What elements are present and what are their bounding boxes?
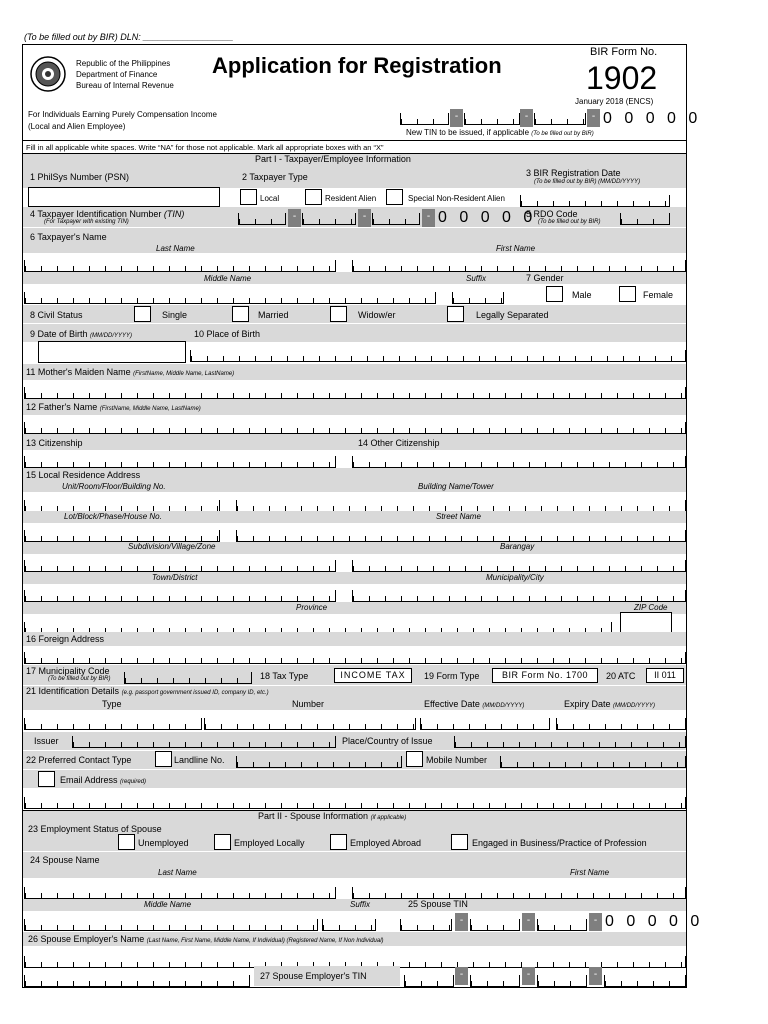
field-11-label [26,367,234,378]
barangay-input[interactable] [352,560,686,572]
province-caption: Province [296,603,328,612]
expiry-date-input[interactable] [556,718,686,730]
field-9-label-text: 9 Date of Birth [30,329,88,339]
philsys-number-input[interactable] [28,187,220,207]
new-tin-dash1: - [450,109,463,127]
part1-title: Part I - Taxpayer/Employee Information [255,154,411,164]
place-of-birth-input[interactable] [190,350,686,362]
zip-code-input[interactable] [620,612,672,634]
last-name-input[interactable] [24,260,336,272]
form-date: January 2018 (ENCS) [575,97,654,106]
municipality-caption: Municipality/City [486,573,544,582]
field-8-label: 8 Civil Status [30,310,83,320]
suffix-caption: Suffix [466,274,487,283]
form-number: 1902 [586,60,658,96]
part2-title [258,811,406,822]
field-21-label [26,686,269,697]
citizenship-input[interactable] [24,456,336,468]
spouse-suffix-input[interactable] [322,919,376,931]
field-13-label: 13 Citizenship [26,438,83,448]
part2-title-text: Part II - Spouse Information [258,811,369,821]
spouse-last-name-caption: Last Name [158,868,197,877]
id-number-input[interactable] [204,718,416,730]
spouse-tin-dash2: - [522,913,535,931]
first-name-caption: First Name [496,244,536,253]
new-tin-seg2[interactable] [464,113,520,125]
widow-checkbox[interactable] [330,306,347,322]
email-label-text: Email Address [60,775,118,785]
field-11-format: (FirstName, Middle Name, LastName) [133,371,235,377]
effective-date-input[interactable] [420,718,550,730]
employer-tin-seg3[interactable] [537,975,587,987]
employed-locally-checkbox[interactable] [214,834,231,850]
row-16-bg [23,632,686,646]
department-text: Department of Finance [76,70,158,79]
field-4-tin: (TIN) [163,209,185,219]
employer-tin-seg1[interactable] [404,975,454,987]
separated-label: Legally Separated [476,310,549,320]
landline-label: Landline No. [174,755,225,765]
municipality-input[interactable] [352,590,686,602]
field-5-label: 5 RDO Code [526,209,578,219]
field-5-note: (To be filled out by BIR) [538,219,601,225]
form-number-label: BIR Form No. [590,46,658,58]
spouse-first-name-caption: First Name [570,868,610,877]
field-26-label [28,934,384,945]
row-13-14-bg [23,434,686,450]
mobile-input[interactable] [500,756,686,768]
field-18-label: 18 Tax Type [260,671,309,681]
tin-branch-code: 0 0 0 0 0 [438,209,537,226]
mobile-checkbox[interactable] [406,751,423,767]
local-checkbox[interactable] [240,189,257,205]
field-26-label-text: 26 Spouse Employer's Name [28,934,145,944]
field-12-label-text: 12 Father's Name [26,402,98,412]
resident-alien-label: Resident Alien [325,194,377,203]
spouse-last-name-input[interactable] [24,887,336,899]
town-caption: Town/District [152,573,198,582]
field-21-note: (e.g. passport government issued ID, company ID, etc.) [121,690,269,696]
suffix-input[interactable] [452,292,504,304]
effective-date-format: (MM/DD/YYYY) [482,703,525,709]
field-27-label: 27 Spouse Employer's TIN [260,971,367,981]
street-input[interactable] [236,530,686,542]
email-input[interactable] [24,797,686,809]
dln-line[interactable]: __________________ [143,32,234,42]
bir-seal-icon [30,56,66,92]
form-title: Application for Registration [212,53,502,78]
separated-checkbox[interactable] [447,306,464,322]
mothers-maiden-name-input[interactable] [24,387,686,399]
spouse-tin-seg3[interactable] [537,919,587,931]
field-9-label [30,329,132,340]
street-caption: Street Name [436,512,481,521]
tin-dash3: - [422,209,435,227]
tin-dash2: - [358,209,371,227]
spouse-middle-name-caption: Middle Name [144,900,192,909]
instructions-text: Fill in all applicable white spaces. Write “NA” for those not applicable. Mark all appropriate boxes with an “X” [26,143,384,152]
employer-tin-dash1: - [455,967,468,985]
lot-input[interactable] [24,530,220,542]
field-15-label: 15 Local Residence Address [26,470,141,480]
republic-text: Republic of the Philippines [76,59,171,68]
place-of-issue-input[interactable] [454,736,686,748]
widow-label: Widow/er [358,310,396,320]
spouse-tin-seg1[interactable] [400,919,452,931]
zip-caption: ZIP Code [634,603,668,612]
female-checkbox[interactable] [619,286,636,302]
field-9-format: (MM/DD/YYYY) [90,333,133,339]
spouse-employer-name-cont[interactable] [24,975,250,987]
effective-date-text: Effective Date [424,699,480,709]
spouse-tin-seg2[interactable] [470,919,520,931]
expiry-date-caption [564,699,655,710]
id-type-input[interactable] [24,718,202,730]
rdo-code-input[interactable] [620,213,670,225]
field-24-label: 24 Spouse Name [30,855,100,865]
spouse-tin-dash1: - [455,913,468,931]
barangay-caption: Barangay [500,542,535,551]
field-2-label: 2 Taxpayer Type [242,172,308,182]
married-label: Married [258,310,289,320]
employer-tin-seg2[interactable] [470,975,520,987]
issuer-input[interactable] [72,736,336,748]
mobile-label: Mobile Number [426,755,488,765]
spouse-suffix-caption: Suffix [350,900,371,909]
place-of-issue-label: Place/Country of Issue [342,736,433,746]
field-17-label: 17 Municipality Code [26,666,110,676]
atc-value: II 011 [646,668,684,683]
female-label: Female [643,290,674,300]
tin-seg3[interactable] [372,213,420,225]
subdivision-input[interactable] [24,560,336,572]
first-name-input[interactable] [352,260,686,272]
field-1-label: 1 PhilSys Number (PSN) [30,172,130,182]
field-12-format: (FirstName, Middle Name, LastName) [99,406,201,412]
resident-alien-checkbox[interactable] [305,189,322,205]
tin-dash1: - [288,209,301,227]
engaged-business-label: Engaged in Business/Practice of Profession [472,838,647,848]
engaged-business-checkbox[interactable] [451,834,468,850]
new-tin-note: (To be filled out by BIR) [531,131,594,137]
field-26-format: (Last Name, First Name, Middle Name, If Individual) (Registered Name, If Non Individual) [146,938,384,944]
date-of-birth-input[interactable] [38,341,186,363]
male-checkbox[interactable] [546,286,563,302]
field-22-label: 22 Preferred Contact Type [26,755,132,765]
number-caption: Number [292,699,325,709]
tin-seg2[interactable] [302,213,356,225]
landline-input[interactable] [236,756,402,768]
field-14-label: 14 Other Citizenship [358,438,440,448]
employer-tin-dash2: - [522,967,535,985]
spouse-tin-branch-code: 0 0 0 0 0 [605,913,704,930]
field-16-label: 16 Foreign Address [26,634,105,644]
new-tin-label-text: New TIN to be issued, if applicable [406,128,530,137]
town-input[interactable] [24,590,336,602]
row-15e-bg [23,602,686,614]
divider [22,140,687,141]
building-caption: Building Name/Tower [418,482,494,491]
middle-name-input[interactable] [24,292,436,304]
expiry-date-format: (MM/DD/YYYY) [613,703,656,709]
new-tin-seg1[interactable] [400,113,449,125]
employer-tin-branch[interactable] [604,975,686,987]
field-20-label: 20 ATC [606,671,636,681]
email-note: (required) [120,779,147,785]
field-3-note: (To be filled out by BIR) (MM/DD/YYYY) [534,179,641,185]
form-type-value: BIR Form No. 1700 [492,668,598,683]
field-4-label-text: 4 Taxpayer Identification Number [30,209,162,219]
field-11-label-text: 11 Mother's Maiden Name [26,367,131,377]
field-23-label: 23 Employment Status of Spouse [28,824,162,834]
registration-date-input[interactable] [520,195,670,207]
field-21-label-text: 21 Identification Details [26,686,120,696]
foreign-address-input[interactable] [24,652,686,664]
subtitle-line1: For Individuals Earning Purely Compensation Income [28,110,217,119]
lot-caption: Lot/Block/Phase/House No. [64,512,162,521]
new-tin-branch-code: 0 0 0 0 0 [603,110,702,127]
email-checkbox[interactable] [38,771,55,787]
field-7-label: 7 Gender [526,273,564,283]
unit-caption: Unit/Room/Floor/Building No. [62,482,166,491]
spouse-middle-name-input[interactable] [24,919,318,931]
field-17-note: (To be filled out by BIR) [48,676,111,682]
local-label: Local [260,194,280,203]
municipality-code-input[interactable] [124,672,252,684]
type-caption: Type [102,699,122,709]
new-tin-dash3: - [587,109,600,127]
row-8-bg [23,305,686,323]
new-tin-dash2: - [520,109,533,127]
employer-tin-dash3: - [589,967,602,985]
tin-seg1[interactable] [238,213,286,225]
spouse-first-name-input[interactable] [352,887,686,899]
tax-type-value: INCOME TAX [334,668,412,683]
dln-label-text: (To be filled out by BIR) DLN: [24,32,141,42]
field-3-label: 3 BIR Registration Date [526,168,621,178]
other-citizenship-input[interactable] [352,456,686,468]
employed-abroad-label: Employed Abroad [350,838,422,848]
last-name-caption: Last Name [156,244,195,253]
special-nonresident-checkbox[interactable] [386,189,403,205]
special-nonresident-label: Special Non-Resident Alien [408,194,505,203]
single-checkbox[interactable] [134,306,151,322]
subdivision-caption: Subdivision/Village/Zone [128,542,216,551]
row-15c-bg [23,542,686,554]
email-label [60,775,146,786]
dln-label [24,32,233,43]
field-12-label [26,402,201,413]
row-6b-bg [23,272,686,284]
male-label: Male [572,290,592,300]
single-label: Single [162,310,188,320]
subtitle-line2: (Local and Alien Employee) [28,122,126,131]
unemployed-label: Unemployed [138,838,189,848]
row-6-bg [23,228,686,253]
new-tin-label [406,128,594,138]
landline-checkbox[interactable] [155,751,172,767]
row-15d-bg [23,572,686,584]
part2-title-note: (if applicable) [370,815,407,821]
spouse-tin-dash3: - [589,913,602,931]
new-tin-seg3[interactable] [534,113,586,125]
expiry-date-text: Expiry Date [564,699,611,709]
middle-name-caption: Middle Name [204,274,252,283]
field-4-note: (For Taxpayer with existing TIN) [44,219,129,225]
employed-abroad-checkbox[interactable] [330,834,347,850]
effective-date-caption [424,699,524,710]
fathers-name-input[interactable] [24,422,686,434]
field-25-label: 25 Spouse TIN [408,899,468,909]
employed-locally-label: Employed Locally [234,838,305,848]
bureau-text: Bureau of Internal Revenue [76,81,174,90]
field-19-label: 19 Form Type [424,671,480,681]
field-10-label: 10 Place of Birth [194,329,261,339]
unemployed-checkbox[interactable] [118,834,135,850]
issuer-label: Issuer [34,736,59,746]
married-checkbox[interactable] [232,306,249,322]
field-6-label: 6 Taxpayer's Name [30,232,107,242]
